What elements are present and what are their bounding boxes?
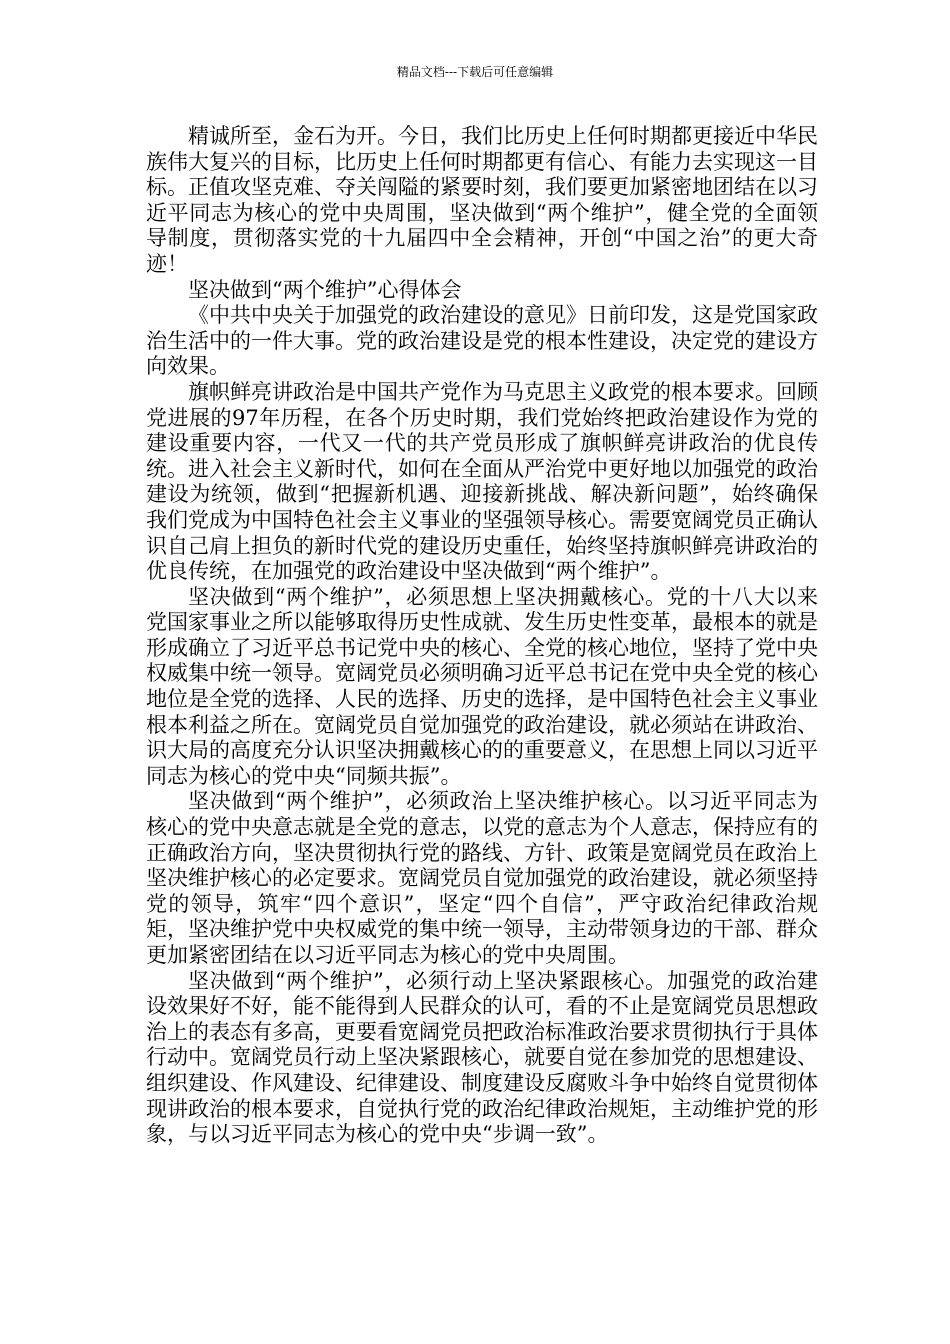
paragraph-intro: 精诚所至，金石为开。今日，我们比历史上任何时期都更接近中华民族伟大复兴的目标，比历史上任何时期都更有信心、有能力去实现这一目标。正值攻坚克难、夺关闯隘的紧要时刻，我们要更加紧密地团结在以习近平同志为核心的党中央周围，坚决做到“两个维护”，健全党的全面领导制度，贯彻落实党的十九届四中全会精神，开创“中国之治”的更大奇迹！: [146, 124, 818, 276]
document-body: [146, 124, 818, 1148]
paragraph-opinion: 《中共中央关于加强党的政治建设的意见》日前印发，这是党国家政治生活中的一件大事。党的政治建设是党的根本性建设，决定党的建设方向效果。: [146, 303, 818, 379]
paragraph-banner: 旗帜鲜亮讲政治是中国共产党作为马克思主义政党的根本要求。回顾党进展的97年历程，在各个历史时期，我们党始终把政治建设作为党的建设重要内容，一代又一代的共产党员形成了旗帜鲜亮讲政治的优良传统。进入社会主义新时代，如何在全面从严治党中更好地以加强党的政治建设为统领，做到“把握新机遇、迎接新挑战、解决新问题”，始终确保我们党成为中国特色社会主义事业的坚强领导核心。需要宽阔党员正确认识自己肩上担负的新时代党的建设历史重任，始终坚持旗帜鲜亮讲政治的优良传统，在加强党的政治建设中坚决做到“两个维护”。: [146, 379, 818, 584]
section-heading: 坚决做到“两个维护”心得体会: [188, 277, 462, 302]
paragraph-politics: 坚决做到“两个维护”，必须政治上坚决维护核心。以习近平同志为核心的党中央意志就是全党的意志，以党的意志为个人意志，保持应有的正确政治方向，坚决贯彻执行党的路线、方针、政策是宽阔党员在政治上坚决维护核心的必定要求。宽阔党员自觉加强党的政治建设，就必须坚持党的领导，筑牢“四个意识”，坚定“四个自信”，严守政治纪律政治规矩，坚决维护党中央权威党的集中统一领导，主动带领身边的干部、群众更加紧密团结在以习近平同志为核心的党中央周围。: [146, 789, 818, 967]
paragraph-action: 坚决做到“两个维护”，必须行动上坚决紧跟核心。加强党的政治建设效果好不好，能不能得到人民群众的认可，看的不止是宽阔党员思想政治上的表态有多高，更要看宽阔党员把政治标准政治要求贯彻执行于具体行动中。宽阔党员行动上坚决紧跟核心，就要自觉在参加党的思想建设、组织建设、作风建设、纪律建设、制度建设反腐败斗争中始终自觉贯彻体现讲政治的根本要求，自觉执行党的政治纪律政治规矩，主动维护党的形象，与以习近平同志为核心的党中央“步调一致”。: [146, 968, 818, 1147]
paragraph-thought: 坚决做到“两个维护”，必须思想上坚决拥戴核心。党的十八大以来党国家事业之所以能够取得历史性成就、发生历史性变革，最根本的就是形成确立了习近平总书记党中央的核心、全党的核心地位，坚持了党中央权威集中统一领导。宽阔党员必须明确习近平总书记在党中央全党的核心地位是全党的选择、人民的选择、历史的选择，是中国特色社会主义事业根本利益之所在。宽阔党员自觉加强党的政治建设，就必须站在讲政治、识大局的高度充分认识坚决拥戴核心的的重要意义，在思想上同以习近平同志为核心的党中央“同频共振”。: [146, 584, 818, 788]
page-header: 精品文档---下载后可任意编辑: [396, 65, 554, 79]
